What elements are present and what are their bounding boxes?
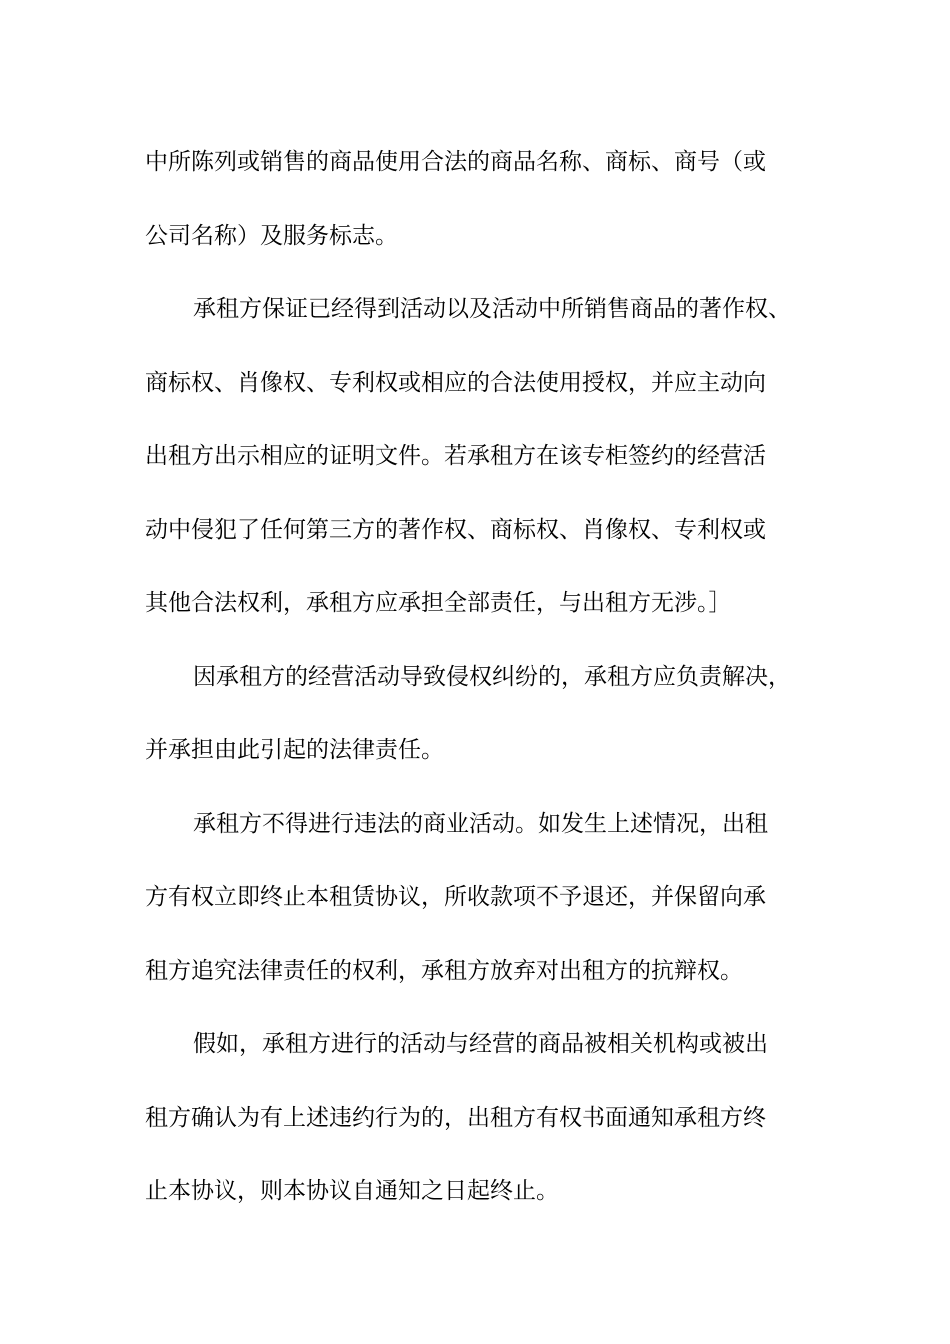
text-line: 动中侵犯了任何第三方的著作权、商标权、肖像权、专利权或	[145, 516, 766, 543]
text-line: 公司名称）及服务标志。	[145, 222, 398, 249]
text-line: 商标权、肖像权、专利权或相应的合法使用授权，并应主动向	[145, 369, 766, 396]
text-line: 中所陈列或销售的商品使用合法的商品名称、商标、商号（或	[145, 149, 766, 175]
text-line: 其他合法权利，承租方应承担全部责任，与出租方无涉。］	[145, 590, 732, 616]
text-line: 方有权立即终止本租赁协议，所收款项不予退还，并保留向承	[145, 884, 766, 910]
text-line: 出租方出示相应的证明文件。若承租方在该专柜签约的经营活	[145, 443, 766, 469]
text-line: 租方确认为有上述违约行为的，出租方有权书面通知承租方终	[145, 1104, 766, 1131]
text-line: 并承担由此引起的法律责任。	[145, 737, 444, 763]
text-line: 承租方保证已经得到活动以及活动中所销售商品的著作权、	[193, 296, 791, 322]
document-body	[145, 126, 835, 1229]
text-line: 止本协议，则本协议自通知之日起终止。	[145, 1178, 559, 1204]
text-line: 租方追究法律责任的权利，承租方放弃对出租方的抗辩权。	[145, 957, 743, 984]
text-line: 承租方不得进行违法的商业活动。如发生上述情况，出租	[193, 810, 768, 837]
text-line: 因承租方的经营活动导致侵权纠纷的，承租方应负责解决，	[193, 663, 791, 690]
text-line: 假如，承租方进行的活动与经营的商品被相关机构或被出	[193, 1031, 768, 1057]
